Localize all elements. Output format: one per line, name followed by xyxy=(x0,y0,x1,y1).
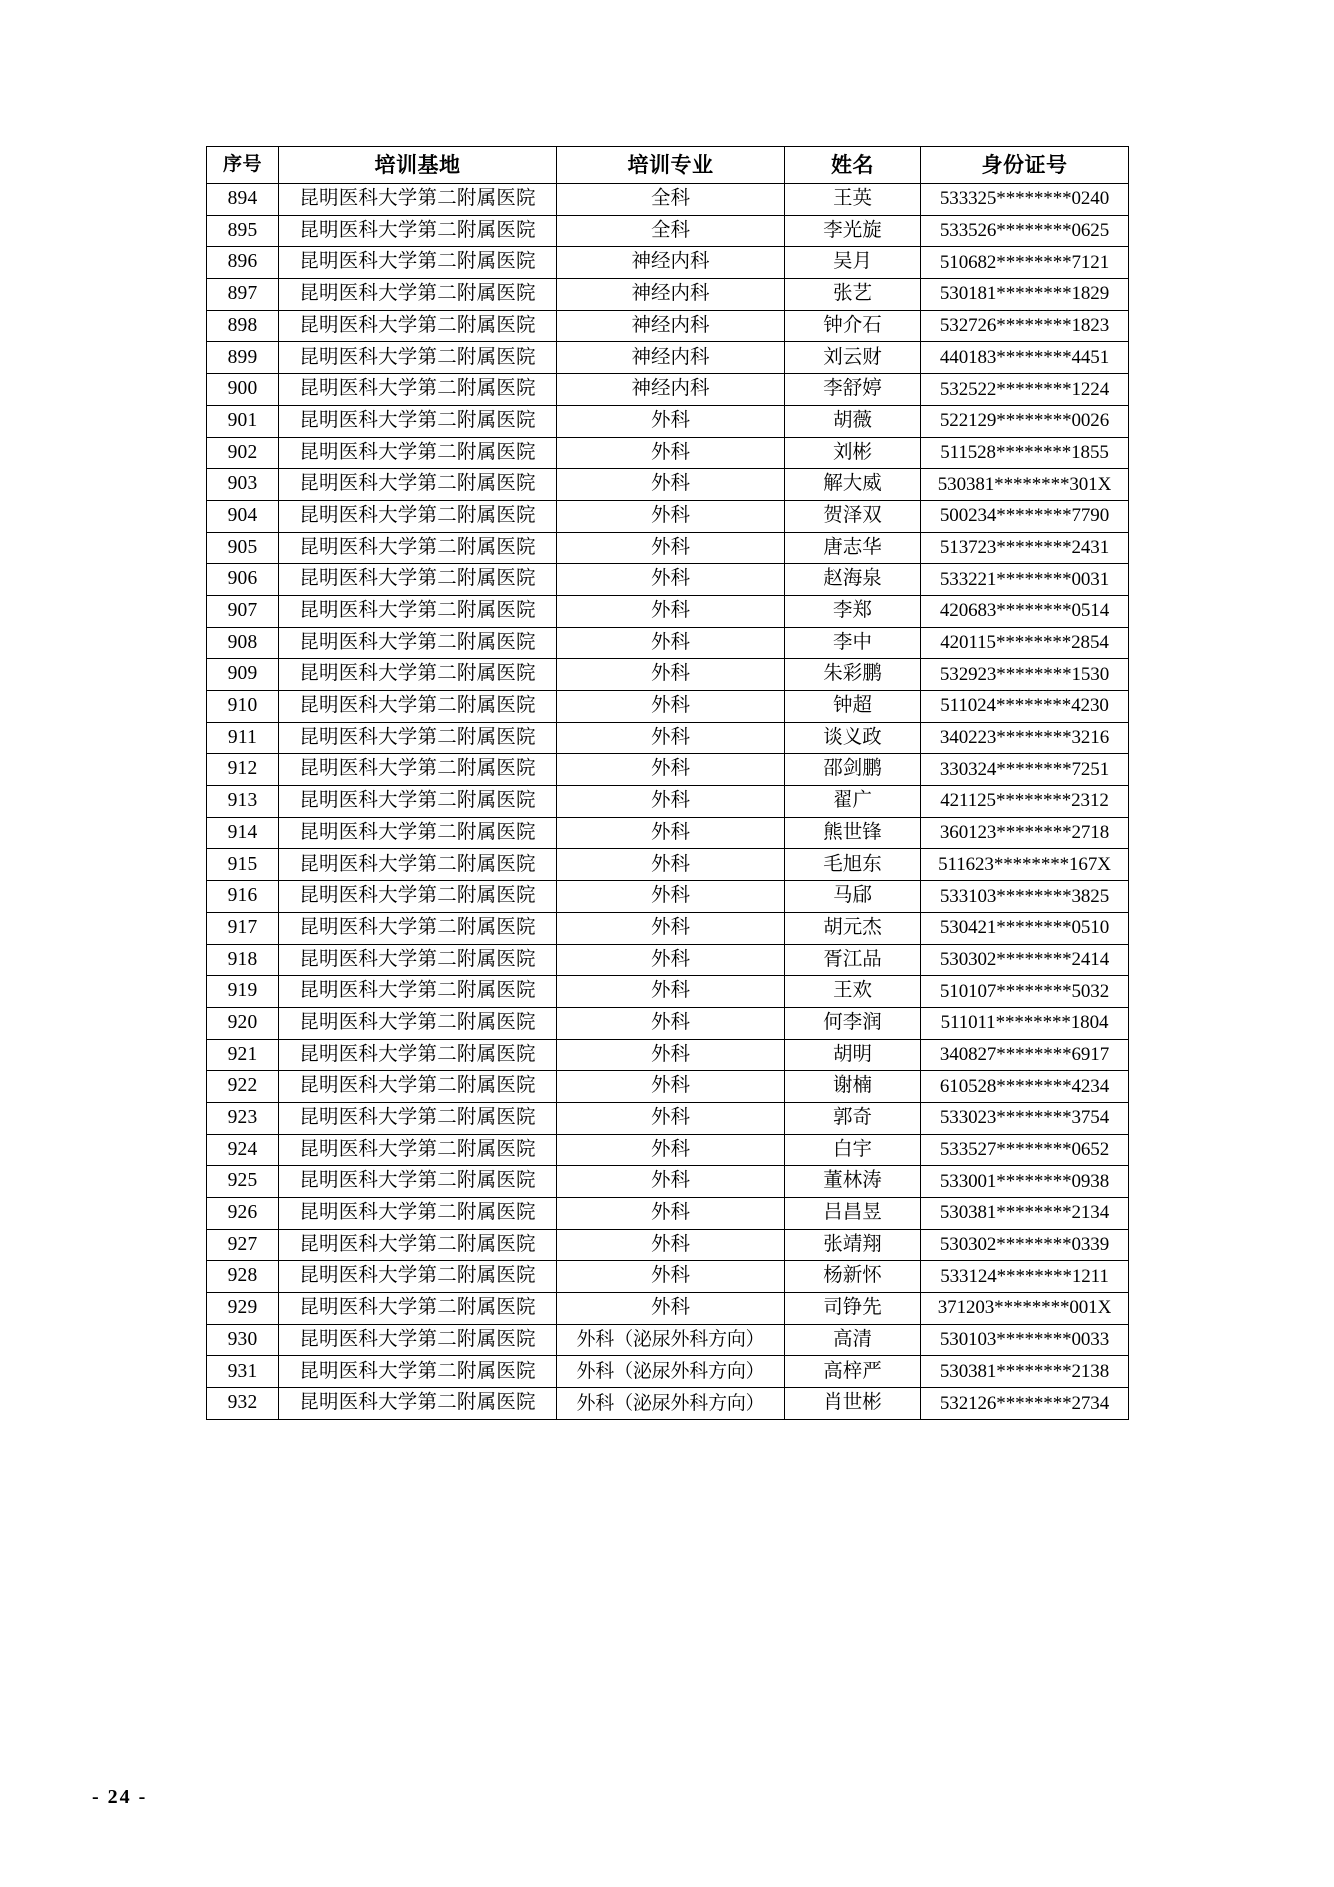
cell-major: 外科 xyxy=(557,722,785,754)
cell-base: 昆明医科大学第二附属医院 xyxy=(279,1166,557,1198)
cell-idcard: 530181********1829 xyxy=(921,279,1129,311)
table-row xyxy=(207,374,1129,406)
table-row xyxy=(207,1134,1129,1166)
cell-name: 钟超 xyxy=(785,691,921,723)
cell-major: 外科 xyxy=(557,1071,785,1103)
cell-seq: 919 xyxy=(207,976,279,1008)
table-header-row xyxy=(207,147,1129,184)
cell-seq: 902 xyxy=(207,437,279,469)
cell-base: 昆明医科大学第二附属医院 xyxy=(279,1198,557,1230)
cell-base: 昆明医科大学第二附属医院 xyxy=(279,1007,557,1039)
cell-name: 王英 xyxy=(785,184,921,216)
table-row xyxy=(207,469,1129,501)
cell-name: 杨新怀 xyxy=(785,1261,921,1293)
cell-name: 吴月 xyxy=(785,247,921,279)
cell-seq: 932 xyxy=(207,1388,279,1420)
table-row xyxy=(207,786,1129,818)
cell-idcard: 532522********1224 xyxy=(921,374,1129,406)
cell-name: 高梓严 xyxy=(785,1356,921,1388)
cell-name: 李光旋 xyxy=(785,215,921,247)
cell-name: 王欢 xyxy=(785,976,921,1008)
cell-seq: 929 xyxy=(207,1293,279,1325)
cell-major: 外科 xyxy=(557,912,785,944)
cell-seq: 899 xyxy=(207,342,279,374)
cell-idcard: 340827********6917 xyxy=(921,1039,1129,1071)
cell-seq: 926 xyxy=(207,1198,279,1230)
column-header-base: 培训基地 xyxy=(279,147,557,184)
cell-name: 张靖翔 xyxy=(785,1229,921,1261)
cell-idcard: 360123********2718 xyxy=(921,817,1129,849)
cell-major: 外科 xyxy=(557,817,785,849)
cell-idcard: 530421********0510 xyxy=(921,912,1129,944)
cell-idcard: 533527********0652 xyxy=(921,1134,1129,1166)
cell-major: 外科 xyxy=(557,944,785,976)
cell-name: 钟介石 xyxy=(785,310,921,342)
cell-seq: 917 xyxy=(207,912,279,944)
table-row xyxy=(207,247,1129,279)
cell-name: 胥江品 xyxy=(785,944,921,976)
cell-name: 郭奇 xyxy=(785,1102,921,1134)
cell-seq: 923 xyxy=(207,1102,279,1134)
cell-name: 唐志华 xyxy=(785,532,921,564)
column-header-name: 姓名 xyxy=(785,147,921,184)
cell-idcard: 440183********4451 xyxy=(921,342,1129,374)
cell-base: 昆明医科大学第二附属医院 xyxy=(279,1071,557,1103)
cell-major: 外科 xyxy=(557,564,785,596)
cell-seq: 906 xyxy=(207,564,279,596)
cell-name: 董林涛 xyxy=(785,1166,921,1198)
cell-seq: 901 xyxy=(207,405,279,437)
table-row xyxy=(207,1229,1129,1261)
cell-major: 外科 xyxy=(557,1039,785,1071)
cell-seq: 922 xyxy=(207,1071,279,1103)
cell-name: 毛旭东 xyxy=(785,849,921,881)
table-row xyxy=(207,342,1129,374)
cell-base: 昆明医科大学第二附属医院 xyxy=(279,1039,557,1071)
cell-idcard: 522129********0026 xyxy=(921,405,1129,437)
cell-idcard: 511623********167X xyxy=(921,849,1129,881)
cell-major: 外科 xyxy=(557,627,785,659)
cell-base: 昆明医科大学第二附属医院 xyxy=(279,627,557,659)
cell-major: 全科 xyxy=(557,215,785,247)
roster-table-container xyxy=(206,146,1128,1420)
cell-major: 外科 xyxy=(557,1261,785,1293)
cell-seq: 908 xyxy=(207,627,279,659)
table-row xyxy=(207,1071,1129,1103)
cell-major: 外科 xyxy=(557,754,785,786)
cell-base: 昆明医科大学第二附属医院 xyxy=(279,1324,557,1356)
cell-base: 昆明医科大学第二附属医院 xyxy=(279,786,557,818)
cell-major: 外科 xyxy=(557,976,785,1008)
table-row xyxy=(207,215,1129,247)
table-row xyxy=(207,659,1129,691)
table-row xyxy=(207,564,1129,596)
cell-name: 刘云财 xyxy=(785,342,921,374)
cell-idcard: 513723********2431 xyxy=(921,532,1129,564)
table-row xyxy=(207,184,1129,216)
cell-major: 外科 xyxy=(557,881,785,913)
cell-major: 外科 xyxy=(557,500,785,532)
cell-major: 神经内科 xyxy=(557,279,785,311)
cell-base: 昆明医科大学第二附属医院 xyxy=(279,691,557,723)
cell-name: 胡明 xyxy=(785,1039,921,1071)
cell-name: 刘彬 xyxy=(785,437,921,469)
cell-seq: 921 xyxy=(207,1039,279,1071)
table-row xyxy=(207,944,1129,976)
cell-major: 外科（泌尿外科方向） xyxy=(557,1388,785,1420)
cell-seq: 898 xyxy=(207,310,279,342)
cell-idcard: 420683********0514 xyxy=(921,595,1129,627)
cell-name: 胡元杰 xyxy=(785,912,921,944)
cell-idcard: 530381********2134 xyxy=(921,1198,1129,1230)
cell-idcard: 500234********7790 xyxy=(921,500,1129,532)
cell-base: 昆明医科大学第二附属医院 xyxy=(279,1356,557,1388)
cell-idcard: 330324********7251 xyxy=(921,754,1129,786)
table-body xyxy=(207,184,1129,1420)
column-header-major: 培训专业 xyxy=(557,147,785,184)
page-number: - 24 - xyxy=(92,1786,148,1808)
cell-major: 外科 xyxy=(557,659,785,691)
cell-base: 昆明医科大学第二附属医院 xyxy=(279,1102,557,1134)
cell-base: 昆明医科大学第二附属医院 xyxy=(279,247,557,279)
cell-base: 昆明医科大学第二附属医院 xyxy=(279,1229,557,1261)
cell-base: 昆明医科大学第二附属医院 xyxy=(279,564,557,596)
cell-idcard: 533526********0625 xyxy=(921,215,1129,247)
cell-base: 昆明医科大学第二附属医院 xyxy=(279,912,557,944)
table-row xyxy=(207,849,1129,881)
cell-base: 昆明医科大学第二附属医院 xyxy=(279,754,557,786)
cell-seq: 927 xyxy=(207,1229,279,1261)
cell-seq: 930 xyxy=(207,1324,279,1356)
cell-seq: 924 xyxy=(207,1134,279,1166)
table-row xyxy=(207,310,1129,342)
cell-major: 外科 xyxy=(557,437,785,469)
cell-name: 胡薇 xyxy=(785,405,921,437)
cell-major: 外科 xyxy=(557,1102,785,1134)
table-row xyxy=(207,754,1129,786)
cell-idcard: 610528********4234 xyxy=(921,1071,1129,1103)
cell-seq: 918 xyxy=(207,944,279,976)
cell-base: 昆明医科大学第二附属医院 xyxy=(279,469,557,501)
cell-idcard: 532126********2734 xyxy=(921,1388,1129,1420)
cell-base: 昆明医科大学第二附属医院 xyxy=(279,342,557,374)
column-header-seq: 序号 xyxy=(207,147,279,184)
table-header xyxy=(207,147,1129,184)
cell-name: 谈义政 xyxy=(785,722,921,754)
cell-idcard: 510107********5032 xyxy=(921,976,1129,1008)
cell-base: 昆明医科大学第二附属医院 xyxy=(279,184,557,216)
cell-name: 朱彩鹏 xyxy=(785,659,921,691)
cell-idcard: 510682********7121 xyxy=(921,247,1129,279)
cell-seq: 920 xyxy=(207,1007,279,1039)
table-row xyxy=(207,1356,1129,1388)
cell-seq: 896 xyxy=(207,247,279,279)
cell-name: 何李润 xyxy=(785,1007,921,1039)
table-row xyxy=(207,912,1129,944)
cell-seq: 900 xyxy=(207,374,279,406)
cell-seq: 903 xyxy=(207,469,279,501)
cell-base: 昆明医科大学第二附属医院 xyxy=(279,1388,557,1420)
table-row xyxy=(207,279,1129,311)
cell-base: 昆明医科大学第二附属医院 xyxy=(279,849,557,881)
cell-major: 外科 xyxy=(557,469,785,501)
cell-name: 解大威 xyxy=(785,469,921,501)
cell-seq: 911 xyxy=(207,722,279,754)
cell-major: 外科 xyxy=(557,691,785,723)
cell-base: 昆明医科大学第二附属医院 xyxy=(279,437,557,469)
cell-seq: 915 xyxy=(207,849,279,881)
table-row xyxy=(207,1102,1129,1134)
table-row xyxy=(207,627,1129,659)
cell-name: 谢楠 xyxy=(785,1071,921,1103)
cell-name: 高清 xyxy=(785,1324,921,1356)
cell-idcard: 530103********0033 xyxy=(921,1324,1129,1356)
cell-major: 外科 xyxy=(557,1293,785,1325)
cell-base: 昆明医科大学第二附属医院 xyxy=(279,532,557,564)
column-header-idcard: 身份证号 xyxy=(921,147,1129,184)
table-row xyxy=(207,722,1129,754)
cell-idcard: 530381********2138 xyxy=(921,1356,1129,1388)
table-row xyxy=(207,1261,1129,1293)
cell-major: 外科 xyxy=(557,849,785,881)
cell-name: 翟广 xyxy=(785,786,921,818)
cell-base: 昆明医科大学第二附属医院 xyxy=(279,976,557,1008)
cell-major: 外科 xyxy=(557,1166,785,1198)
cell-name: 白宇 xyxy=(785,1134,921,1166)
cell-base: 昆明医科大学第二附属医院 xyxy=(279,595,557,627)
table-row xyxy=(207,881,1129,913)
cell-major: 外科（泌尿外科方向） xyxy=(557,1356,785,1388)
table-row xyxy=(207,532,1129,564)
cell-major: 外科 xyxy=(557,786,785,818)
cell-idcard: 533023********3754 xyxy=(921,1102,1129,1134)
cell-seq: 925 xyxy=(207,1166,279,1198)
cell-idcard: 533325********0240 xyxy=(921,184,1129,216)
cell-name: 司铮先 xyxy=(785,1293,921,1325)
cell-name: 李中 xyxy=(785,627,921,659)
cell-base: 昆明医科大学第二附属医院 xyxy=(279,659,557,691)
cell-name: 肖世彬 xyxy=(785,1388,921,1420)
cell-major: 全科 xyxy=(557,184,785,216)
cell-major: 外科（泌尿外科方向） xyxy=(557,1324,785,1356)
cell-seq: 912 xyxy=(207,754,279,786)
cell-idcard: 532923********1530 xyxy=(921,659,1129,691)
cell-seq: 905 xyxy=(207,532,279,564)
cell-base: 昆明医科大学第二附属医院 xyxy=(279,881,557,913)
cell-seq: 904 xyxy=(207,500,279,532)
cell-seq: 910 xyxy=(207,691,279,723)
cell-major: 外科 xyxy=(557,1198,785,1230)
cell-name: 李舒婷 xyxy=(785,374,921,406)
cell-base: 昆明医科大学第二附属医院 xyxy=(279,722,557,754)
table-row xyxy=(207,405,1129,437)
cell-base: 昆明医科大学第二附属医院 xyxy=(279,310,557,342)
cell-name: 邵剑鹏 xyxy=(785,754,921,786)
cell-idcard: 420115********2854 xyxy=(921,627,1129,659)
cell-base: 昆明医科大学第二附属医院 xyxy=(279,374,557,406)
cell-major: 外科 xyxy=(557,595,785,627)
cell-seq: 895 xyxy=(207,215,279,247)
table-row xyxy=(207,1007,1129,1039)
cell-idcard: 533124********1211 xyxy=(921,1261,1129,1293)
cell-base: 昆明医科大学第二附属医院 xyxy=(279,944,557,976)
cell-seq: 913 xyxy=(207,786,279,818)
cell-major: 外科 xyxy=(557,1134,785,1166)
cell-idcard: 340223********3216 xyxy=(921,722,1129,754)
cell-base: 昆明医科大学第二附属医院 xyxy=(279,405,557,437)
cell-base: 昆明医科大学第二附属医院 xyxy=(279,279,557,311)
cell-major: 神经内科 xyxy=(557,310,785,342)
cell-base: 昆明医科大学第二附属医院 xyxy=(279,500,557,532)
cell-base: 昆明医科大学第二附属医院 xyxy=(279,1261,557,1293)
cell-major: 外科 xyxy=(557,532,785,564)
cell-major: 神经内科 xyxy=(557,342,785,374)
cell-seq: 928 xyxy=(207,1261,279,1293)
cell-name: 熊世锋 xyxy=(785,817,921,849)
cell-seq: 907 xyxy=(207,595,279,627)
cell-idcard: 421125********2312 xyxy=(921,786,1129,818)
cell-seq: 914 xyxy=(207,817,279,849)
cell-major: 神经内科 xyxy=(557,247,785,279)
table-row xyxy=(207,500,1129,532)
cell-name: 马郈 xyxy=(785,881,921,913)
cell-base: 昆明医科大学第二附属医院 xyxy=(279,215,557,247)
cell-seq: 909 xyxy=(207,659,279,691)
table-row xyxy=(207,1388,1129,1420)
table-row xyxy=(207,437,1129,469)
table-row xyxy=(207,1166,1129,1198)
cell-major: 神经内科 xyxy=(557,374,785,406)
roster-table xyxy=(206,146,1129,1420)
cell-base: 昆明医科大学第二附属医院 xyxy=(279,1293,557,1325)
table-row xyxy=(207,1324,1129,1356)
cell-idcard: 533221********0031 xyxy=(921,564,1129,596)
table-row xyxy=(207,595,1129,627)
cell-name: 赵海泉 xyxy=(785,564,921,596)
cell-name: 贺泽双 xyxy=(785,500,921,532)
cell-idcard: 532726********1823 xyxy=(921,310,1129,342)
cell-idcard: 511528********1855 xyxy=(921,437,1129,469)
cell-base: 昆明医科大学第二附属医院 xyxy=(279,1134,557,1166)
cell-idcard: 530302********0339 xyxy=(921,1229,1129,1261)
table-row xyxy=(207,976,1129,1008)
table-row xyxy=(207,1039,1129,1071)
cell-name: 张艺 xyxy=(785,279,921,311)
cell-seq: 894 xyxy=(207,184,279,216)
cell-seq: 916 xyxy=(207,881,279,913)
cell-name: 吕昌昱 xyxy=(785,1198,921,1230)
cell-base: 昆明医科大学第二附属医院 xyxy=(279,817,557,849)
table-row xyxy=(207,817,1129,849)
cell-seq: 931 xyxy=(207,1356,279,1388)
cell-idcard: 511024********4230 xyxy=(921,691,1129,723)
cell-idcard: 533103********3825 xyxy=(921,881,1129,913)
cell-major: 外科 xyxy=(557,1007,785,1039)
cell-major: 外科 xyxy=(557,405,785,437)
cell-idcard: 511011********1804 xyxy=(921,1007,1129,1039)
table-row xyxy=(207,1293,1129,1325)
cell-seq: 897 xyxy=(207,279,279,311)
table-row xyxy=(207,1198,1129,1230)
cell-major: 外科 xyxy=(557,1229,785,1261)
cell-idcard: 530381********301X xyxy=(921,469,1129,501)
cell-idcard: 533001********0938 xyxy=(921,1166,1129,1198)
cell-idcard: 530302********2414 xyxy=(921,944,1129,976)
table-row xyxy=(207,691,1129,723)
cell-name: 李郑 xyxy=(785,595,921,627)
cell-idcard: 371203********001X xyxy=(921,1293,1129,1325)
